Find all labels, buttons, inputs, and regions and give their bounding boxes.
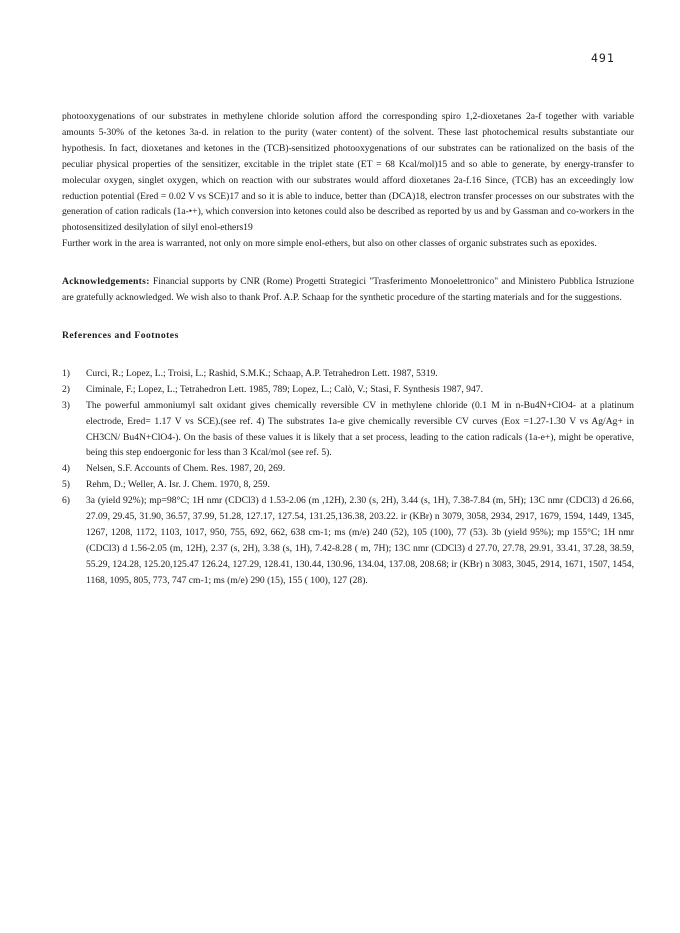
reference-item <box>62 477 634 493</box>
acknowledgements-text: Financial supports by CNR (Rome) Progetti Strategici "Trasferimento Monoelettronico" and Ministero Pubblica Istruzione are gratefully acknowledged. We wish also to thank Prof. A.P. Schaap for the synthetic procedure of the starting materials and for the suggestions. <box>62 276 634 304</box>
reference-item <box>62 493 634 588</box>
reference-item <box>62 366 634 382</box>
references-heading: References and Footnotes <box>62 329 179 341</box>
reference-text: Nelsen, S.F. Accounts of Chem. Res. 1987, 20, 269. <box>86 463 286 475</box>
reference-item <box>62 398 634 462</box>
reference-text: Curci, R.; Lopez, L.; Troisi, L.; Rashid, S.M.K.; Schaap, A.P. Tetrahedron Lett. 1987, 5319. <box>86 367 438 379</box>
reference-text: 3a (yield 92%); mp=98°C; 1H nmr (CDCl3) d 1.53-2.06 (m ,12H), 2.30 (s, 2H), 3.44 (s, 1H), 7.38-7.84 (m, 5H); 13C nmr (CDCl3) d 26.66, 27.09, 29.45, 31.90, 36.57, 37.99, 51.28, 127.17, 127.54, 131.25,136.38, 203.22. ir (KBr) n 3079, 3058, 2934, 2917, 1679, 1594, 1449, 1345, 1267, 1208, 1172, 1103, 1017, 950, 755, 692, 662, 638 cm-1; ms (m/e) 240 (52), 105 (100), 77 (53). 3b (yield 95%); mp 155°C; 1H nmr (CDCl3) d 1.56-2.05 (m, 12H), 2.37 (s, 2H), 3.38 (s, 1H), 7.42-8.28 ( m, 7H); 13C nmr (CDCl3) d 27.70, 27.78, 29.91, 33.41, 37.28, 38.59, 55.29, 124.28, 125.20,125.47 126.24, 127.29, 128.41, 130.44, 130.96, 134.04, 137.08, 208.68; ir (KBr) n 3083, 3045, 2914, 1671, 1507, 1454, 1168, 1095, 805, 773, 747 cm-1; ms (m/e) 290 (15), 155 ( 100), 127 (28). <box>86 495 634 586</box>
acknowledgements-label: Acknowledgements: <box>62 276 150 288</box>
page-number: 491 <box>591 51 615 65</box>
page-body <box>62 109 634 589</box>
reference-number: 6) <box>62 495 70 507</box>
references-list <box>62 366 634 589</box>
reference-text: Ciminale, F.; Lopez, L.; Tetrahedron Lett. 1985, 789; Lopez, L.; Calò, V.; Stasi, F. Synthesis 1987, 947. <box>86 383 483 395</box>
reference-number: 1) <box>62 367 70 379</box>
reference-number: 5) <box>62 479 70 491</box>
reference-item <box>62 382 634 398</box>
reference-number: 2) <box>62 383 70 395</box>
reference-text: The powerful ammoniumyl salt oxidant gives chemically reversible CV in methylene chloride (0.1 M in n-Bu4N+ClO4- at a platinum electrode, Ered= 1.17 V vs SCE).(see ref. 4) The substrates 1a-e give chemically reversible CV curves (Eox =1.27-1.30 V vs Ag/Ag+ in CH3CN/ Bu4N+ClO4-). On the basis of these values it is likely that a set process, leading to the cation radicals (1a-e+), might be operative, being this step endoergonic for less than 3 Kcal/mol (see ref. 5). <box>86 399 634 459</box>
body-paragraph: photooxygenations of our substrates in methylene chloride solution afford the corresponding spiro 1,2-dioxetanes 2a-f together with variable amounts 5-30% of the ketones 3a-d. in relation to the purity (water content) of the solvent. These last photochemical results substantiate our hypothesis. In fact, dioxetanes and ketones in the (TCB)-sensitized photooxygenations of our substrates can be rationalized on the basis of the peculiar physical properties of the sensitizer, excitable in the triplet state (ET = 68 Kcal/mol)15 and so able to generate, by energy-transfer to molecular oxygen, singlet oxygen, which on reaction with our substrates would afford dioxetanes 2a-f.16 Since, (TCB) has an exceedingly low reduction potential (Ered = 0.02 V vs SCE)17 and so it is able to induce, better than (DCA)18, electron transfer processes on our substrates with the generation of cation radicals (1a-•+), which conversion into ketones could also be described as reported by us and by Gassman and co-workers in the photosensitized desilylation of silyl enol-ethers19 <box>62 111 634 234</box>
reference-text: Rehm, D.; Weller, A. Isr. J. Chem. 1970, 8, 259. <box>86 479 270 491</box>
acknowledgements <box>62 274 634 306</box>
reference-number: 4) <box>62 463 70 475</box>
reference-item <box>62 461 634 477</box>
reference-number: 3) <box>62 399 70 411</box>
body-paragraph: Further work in the area is warranted, not only on more simple enol-ethers, but also on other classes of organic substrates such as epoxides. <box>62 238 597 250</box>
